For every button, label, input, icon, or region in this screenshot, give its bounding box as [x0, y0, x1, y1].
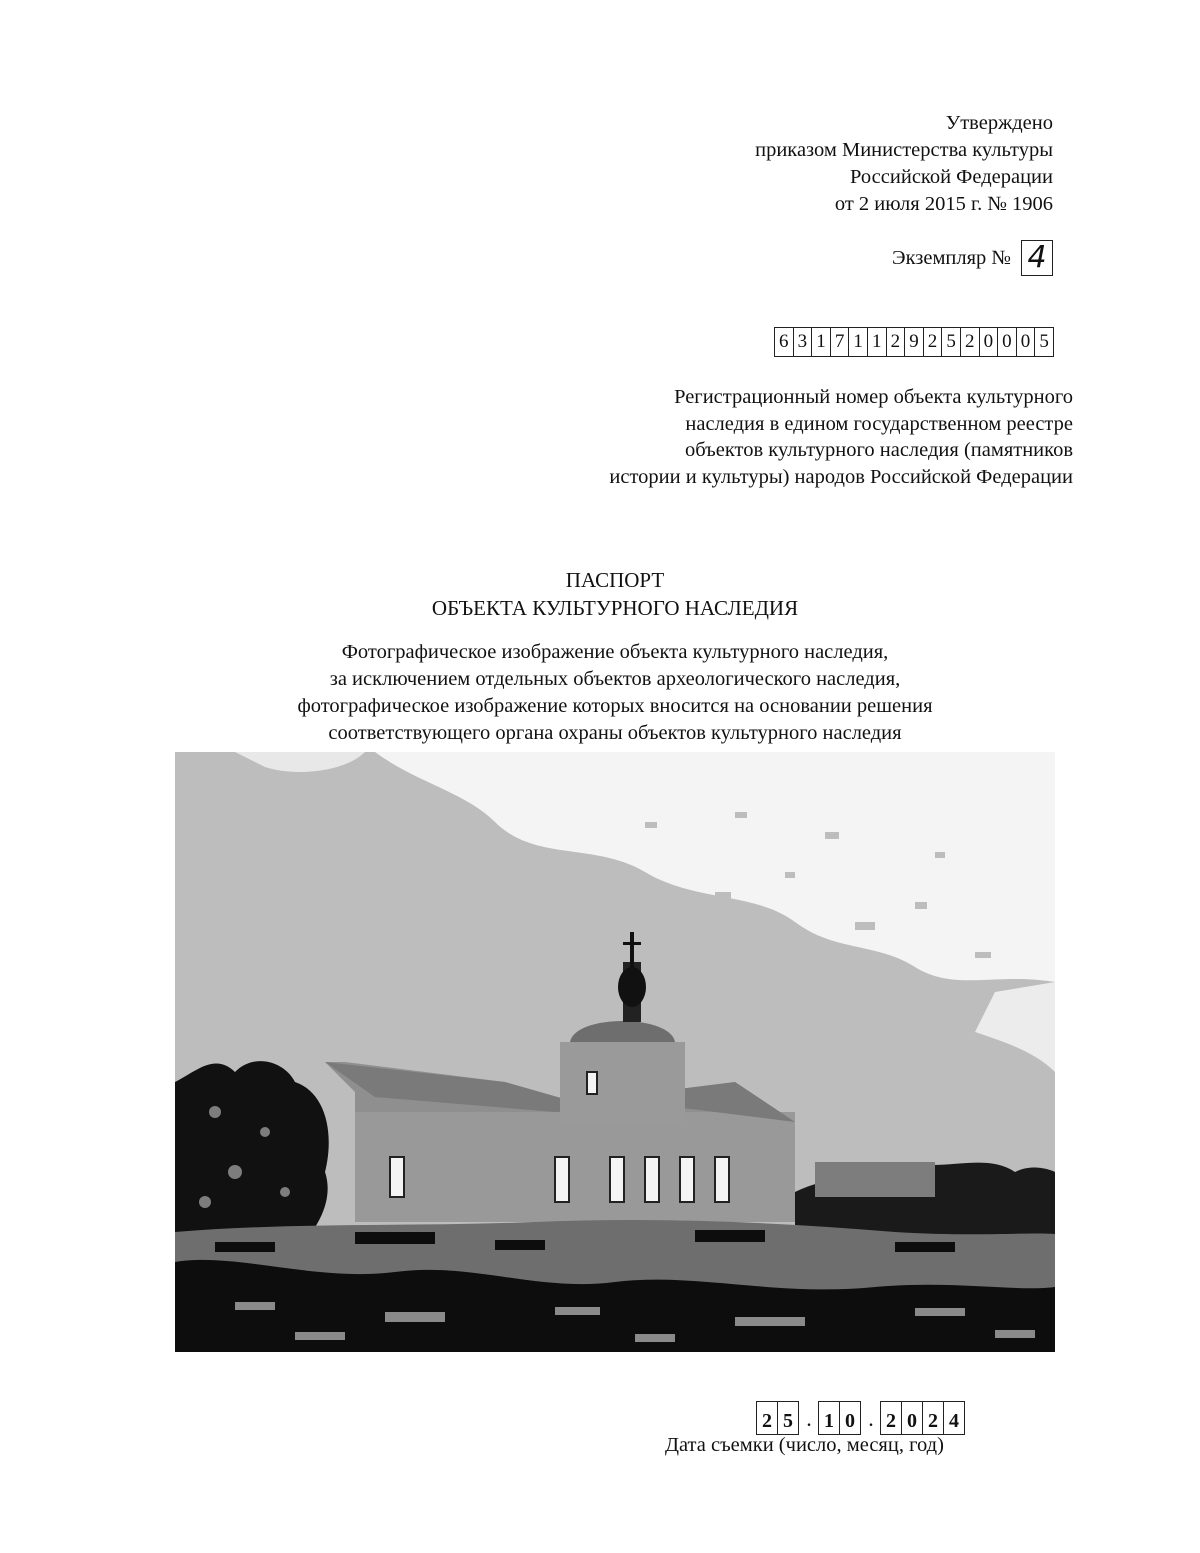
date-year: [881, 1401, 965, 1435]
date-separator: .: [806, 1406, 812, 1431]
date-digit: 2: [756, 1401, 778, 1435]
registration-digit: 7: [830, 327, 850, 357]
title-line: ОБЪЕКТА КУЛЬТУРНОГО НАСЛЕДИЯ: [431, 596, 799, 620]
registration-digit: 6: [774, 327, 794, 357]
registration-digit: 1: [848, 327, 868, 357]
date-digit: 0: [839, 1401, 861, 1435]
registration-digit: 5: [941, 327, 961, 357]
heading-line: фотографическое изображение которых вносится на основании решения: [297, 695, 933, 717]
document-title: [0, 566, 1200, 622]
date-digit: 2: [880, 1401, 902, 1435]
date-separator: .: [868, 1406, 874, 1431]
approval-line: Утверждено: [945, 112, 1053, 134]
date-digit: 5: [777, 1401, 799, 1435]
date-digit: 0: [901, 1401, 923, 1435]
approval-line: Российской Федерации: [850, 166, 1053, 188]
registration-digit: 0: [1016, 327, 1036, 357]
registration-digit: 5: [1034, 327, 1054, 357]
date-digit: 4: [943, 1401, 965, 1435]
caption-line: истории и культуры) народов Российской Федерации: [609, 465, 1073, 488]
approval-stamp: [755, 110, 1053, 218]
church-photo: [175, 752, 1055, 1352]
caption-line: наследия в едином государственном реестре: [685, 412, 1073, 435]
registration-digit: 0: [997, 327, 1017, 357]
date-month: [819, 1401, 861, 1435]
registration-digit: 3: [793, 327, 813, 357]
heading-line: соответствующего органа охраны объектов культурного наследия: [328, 722, 902, 744]
approval-line: приказом Министерства культуры: [755, 139, 1053, 161]
registration-digit: 2: [886, 327, 906, 357]
caption-line: объектов культурного наследия (памятников: [684, 439, 1073, 461]
approval-line: от 2 июля 2015 г. № 1906: [834, 193, 1053, 215]
caption-line: Регистрационный номер объекта культурного: [674, 386, 1073, 408]
photo-section-heading: [0, 639, 1200, 747]
copy-number-label: Экземпляр №: [892, 246, 1011, 269]
registration-digit: 2: [923, 327, 943, 357]
registration-digit: 1: [867, 327, 887, 357]
church-photo-illustration: [175, 752, 1055, 1352]
photo-date-caption: Дата съемки (число, месяц, год): [665, 1434, 944, 1456]
registration-digit: 0: [979, 327, 999, 357]
date-digit: 2: [922, 1401, 944, 1435]
registration-digit: 2: [960, 327, 980, 357]
copy-number: [892, 240, 1053, 276]
date-day: [757, 1401, 799, 1435]
photo-date: [757, 1401, 965, 1435]
registration-digit: 9: [904, 327, 924, 357]
registration-caption: [609, 384, 1073, 490]
date-digit: 1: [818, 1401, 840, 1435]
registration-number: [775, 327, 1054, 357]
heading-line: Фотографическое изображение объекта культурного наследия,: [341, 641, 889, 663]
title-line: ПАСПОРТ: [565, 568, 665, 592]
heading-line: за исключением отдельных объектов археологического наследия,: [329, 668, 901, 690]
copy-number-value: 4: [1021, 240, 1053, 276]
registration-digit: 1: [811, 327, 831, 357]
